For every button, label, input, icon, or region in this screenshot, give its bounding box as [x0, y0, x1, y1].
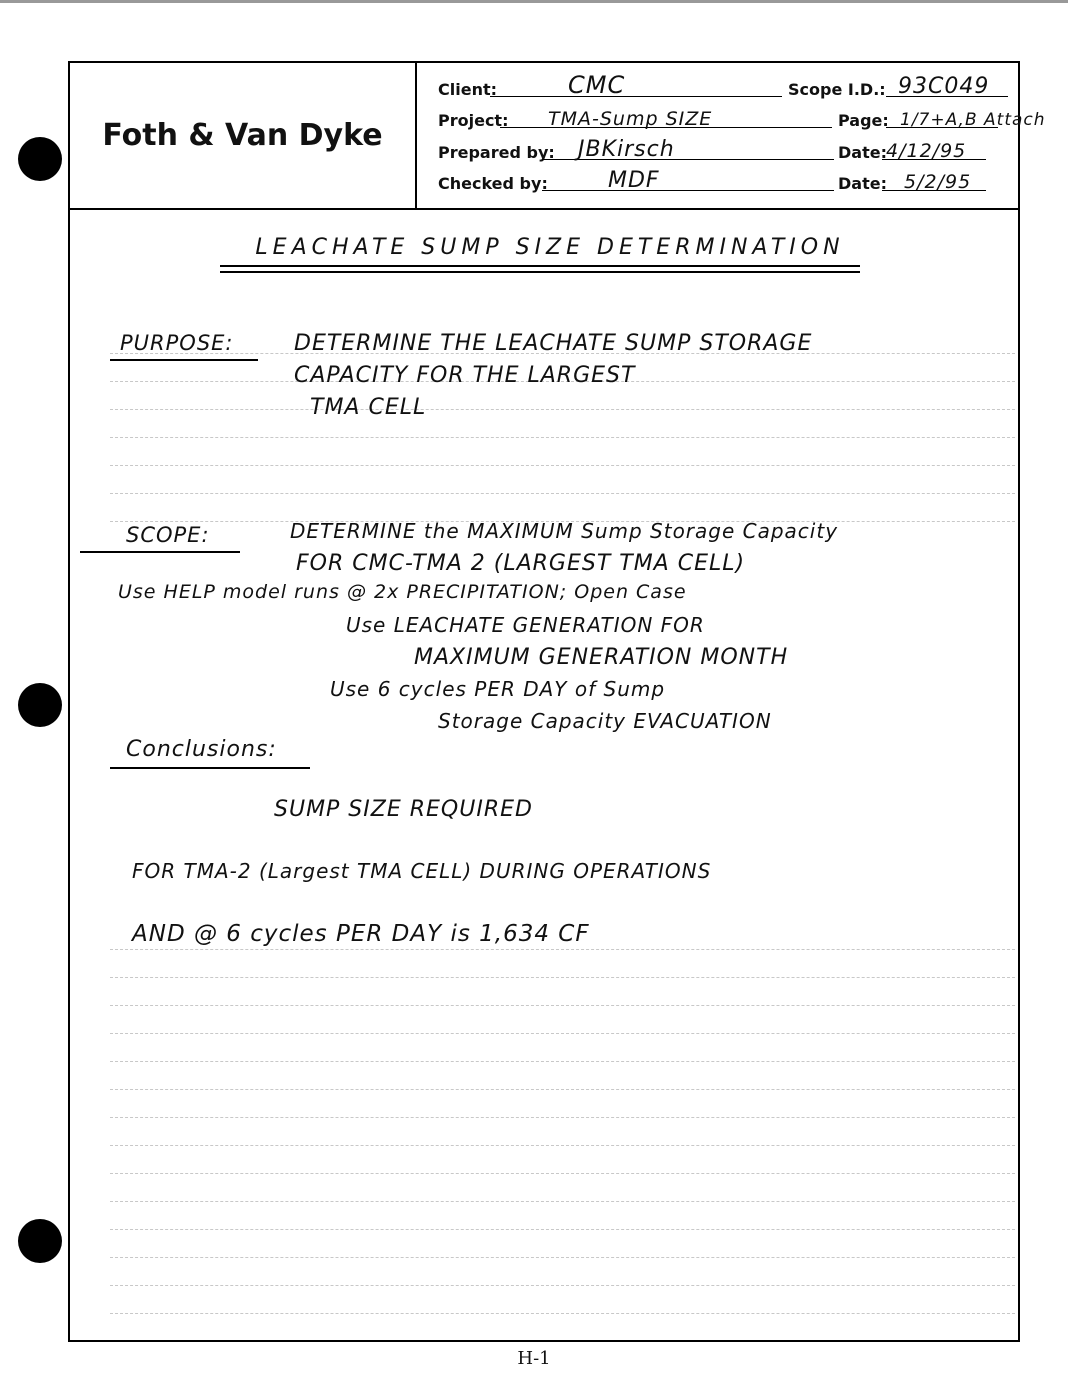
company-name: Foth & Van Dyke	[70, 63, 417, 208]
scope-text: FOR CMC-TMA 2 (LARGEST TMA CELL)	[296, 551, 746, 576]
scope-text: Use LEACHATE GENERATION FOR	[346, 613, 705, 637]
project-label: Project:	[438, 111, 509, 130]
page-value: 1/7+A,B Attach	[900, 110, 1046, 130]
scope-text: Use HELP model runs @ 2x PRECIPITATION; Open Case	[118, 581, 687, 603]
date-value: 5/2/95	[904, 171, 972, 193]
scan-edge	[0, 0, 1068, 3]
purpose-heading: PURPOSE:	[120, 331, 234, 355]
purpose-text: DETERMINE THE LEACHATE SUMP STORAGE	[294, 331, 813, 356]
checked-row	[438, 167, 1008, 195]
scope-text: Use 6 cycles PER DAY of Sump	[330, 677, 666, 701]
punch-hole	[18, 137, 62, 181]
conclusion-text: FOR TMA-2 (Largest TMA CELL) DURING OPERATIONS	[132, 859, 712, 883]
client-row	[438, 73, 1008, 101]
page-title: LEACHATE SUMP SIZE DETERMINATION	[255, 235, 845, 260]
conclusion-text: AND @ 6 cycles PER DAY is 1,634 CF	[132, 921, 590, 947]
prepared-by-label: Prepared by:	[438, 143, 555, 162]
punch-hole	[18, 683, 62, 727]
conclusion-text: SUMP SIZE REQUIRED	[274, 797, 533, 822]
page-label: Page:	[838, 111, 889, 130]
calculation-sheet	[68, 61, 1046, 1342]
conclusions-heading: Conclusions:	[126, 737, 277, 762]
scope-text: MAXIMUM GENERATION MONTH	[414, 645, 789, 670]
punch-hole	[18, 1219, 62, 1263]
project-row	[438, 104, 1046, 132]
scope-id-value: 93C049	[898, 74, 990, 99]
date-value: 4/12/95	[886, 140, 967, 162]
scope-heading: SCOPE:	[126, 523, 210, 547]
prepared-by-value: JBKirsch	[578, 137, 675, 162]
scope-id-label: Scope I.D.:	[788, 80, 886, 99]
purpose-text: TMA CELL	[310, 395, 427, 420]
purpose-text: CAPACITY FOR THE LARGEST	[294, 363, 636, 388]
scope-text: DETERMINE the MAXIMUM Sump Storage Capacity	[290, 519, 839, 543]
client-value: CMC	[568, 71, 626, 99]
prepared-row	[438, 136, 1008, 164]
project-value: TMA-Sump SIZE	[548, 108, 713, 130]
checked-by-label: Checked by:	[438, 174, 548, 193]
page-number: H-1	[517, 1348, 551, 1369]
checked-by-value: MDF	[608, 168, 660, 193]
scope-text: Storage Capacity EVACUATION	[438, 709, 772, 733]
date-label: Date:	[838, 143, 887, 162]
sheet-header	[70, 63, 1046, 210]
client-label: Client:	[438, 80, 497, 99]
date-label: Date:	[838, 174, 887, 193]
